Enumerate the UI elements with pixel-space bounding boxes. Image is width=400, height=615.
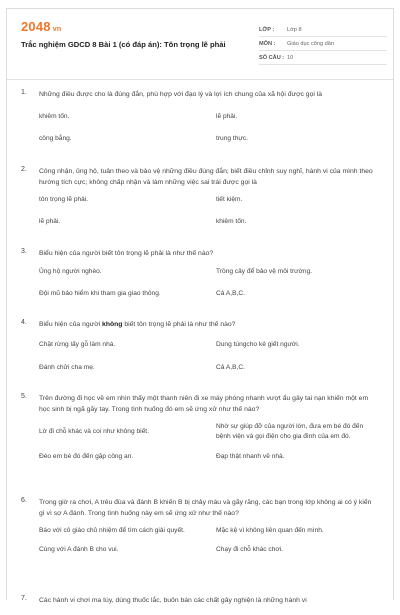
answer-option-b[interactable]: tiết kiệm. bbox=[216, 196, 243, 203]
document-title: Trắc nghiệm GDCD 8 Bài 1 (có đáp án): Tôn trọng lẽ phải bbox=[21, 40, 226, 49]
question-number: 3. bbox=[21, 248, 27, 255]
meta-table bbox=[259, 23, 387, 65]
meta-row-class bbox=[259, 23, 387, 37]
answer-option-c[interactable]: Cùng với A đánh B cho vui. bbox=[39, 546, 119, 553]
question-text-after: biết tôn trọng lẽ phải là như thế nào? bbox=[122, 321, 236, 328]
answer-option-a[interactable]: Ủng hộ người nghèo. bbox=[39, 268, 102, 275]
answer-options bbox=[39, 267, 381, 299]
answer-option-d[interactable]: khiêm tốn. bbox=[216, 218, 247, 225]
question-number: 7. bbox=[21, 595, 27, 602]
question-text: Trong giờ ra chơi, A trêu đùa và đánh B khiến B bị chảy máu và gãy răng, các bạn trong lớp không ai có ý kiến gì vì sợ A đánh. Trong tình huống này em sẽ ứng xử như thế nào? bbox=[39, 499, 372, 517]
question-5 bbox=[7, 393, 393, 497]
question-text-before: Biểu hiện của người bbox=[39, 321, 103, 328]
question-number: 5. bbox=[21, 393, 27, 400]
meta-row-subject bbox=[259, 37, 387, 51]
header-divider bbox=[7, 79, 393, 80]
answer-option-c[interactable]: lẽ phải. bbox=[39, 218, 61, 225]
answer-option-d[interactable]: trung thực. bbox=[216, 135, 248, 142]
answer-option-d[interactable]: Cả A,B,C. bbox=[216, 364, 245, 371]
question-number: 2. bbox=[21, 166, 27, 173]
meta-key: LỚP : bbox=[259, 26, 275, 33]
answer-option-c[interactable]: Đánh chửi cha mẹ. bbox=[39, 364, 95, 371]
answer-option-c[interactable]: công bằng. bbox=[39, 135, 72, 142]
meta-key: SỐ CÂU : bbox=[259, 54, 285, 61]
document-header bbox=[7, 9, 393, 69]
question-list bbox=[7, 89, 393, 615]
site-logo[interactable] bbox=[21, 19, 61, 34]
question-text: Công nhận, ủng hộ, tuân theo và bảo vệ những điều đúng đắn; biết điều chỉnh suy nghĩ, hành vi của mình theo hướng tích cực; không chấp nhận và làm những việc sai trái được gọi là bbox=[39, 168, 373, 186]
meta-value: Lớp 8 bbox=[287, 26, 302, 33]
answer-option-c[interactable]: Đèo em bé đó đến gặp công an. bbox=[39, 453, 134, 460]
question-text: Trên đường đi học về em nhìn thấy một thanh niên đi xe máy phóng nhanh vượt ẩu gây tai nạn khiến một em học sinh bị ngã gãy tay. Trong tình huống đó em sẽ ứng xử như thế nào? bbox=[39, 395, 369, 413]
answer-options bbox=[39, 422, 381, 462]
question-number: 6. bbox=[21, 497, 27, 504]
answer-option-d[interactable]: Đạp thật nhanh về nhà. bbox=[216, 453, 285, 460]
answer-option-b[interactable]: lẽ phải. bbox=[216, 113, 238, 120]
question-7 bbox=[7, 595, 393, 615]
document-page bbox=[6, 8, 394, 604]
answer-option-d[interactable]: Cả A,B,C. bbox=[216, 290, 245, 297]
question-text bbox=[39, 319, 377, 330]
question-6 bbox=[7, 497, 393, 595]
answer-option-a[interactable]: tôn trọng lẽ phải. bbox=[39, 196, 89, 203]
answer-option-b[interactable]: Mặc kệ vì không liên quan đến mình. bbox=[216, 527, 324, 534]
question-4 bbox=[7, 319, 393, 393]
meta-row-count bbox=[259, 51, 387, 65]
logo-text: 2048 bbox=[21, 19, 51, 34]
meta-value: 10 bbox=[287, 54, 294, 61]
meta-key: MÔN : bbox=[259, 40, 276, 47]
meta-value: Giáo dục công dân bbox=[287, 40, 334, 47]
answer-option-a[interactable]: khiêm tốn. bbox=[39, 113, 70, 120]
answer-option-d[interactable]: Chạy đi chỗ khác chơi. bbox=[216, 546, 283, 553]
answer-option-b[interactable]: Nhờ sự giúp đỡ của người lớn, đưa em bé đó đến bệnh viện và gọi điện cho gia đình của em đó. bbox=[216, 423, 364, 440]
question-text: Các hành vi chơi ma túy, dùng thuốc lắc, buôn bán các chất gây nghiện là những hành vi bbox=[39, 597, 307, 604]
answer-option-a[interactable]: Lờ đi chỗ khác và coi như không biết. bbox=[39, 428, 149, 435]
answer-options bbox=[39, 112, 381, 144]
answer-option-b[interactable]: Dung túngcho kẻ giết người. bbox=[216, 341, 300, 348]
answer-options bbox=[39, 526, 381, 555]
answer-option-b[interactable]: Trồng cây để bảo vệ môi trường. bbox=[216, 268, 313, 275]
answer-option-a[interactable]: Chặt rừng lấy gỗ làm nhà. bbox=[39, 341, 116, 348]
question-text-emphasis: không bbox=[102, 321, 123, 328]
question-2 bbox=[7, 166, 393, 248]
answer-options bbox=[39, 195, 381, 227]
question-text: Biểu hiện của người biết tôn trọng lẽ phải là như thế nào? bbox=[39, 250, 214, 257]
question-number: 4. bbox=[21, 319, 27, 326]
answer-option-c[interactable]: Đội mũ bảo hiểm khi tham gia giao thông. bbox=[39, 290, 161, 297]
question-3 bbox=[7, 248, 393, 319]
answer-option-a[interactable]: Báo với cô giáo chủ nhiệm để tìm cách giải quyết. bbox=[39, 527, 185, 534]
question-1 bbox=[7, 89, 393, 166]
question-number: 1. bbox=[21, 89, 27, 96]
question-text: Những điều được cho là đúng đắn, phù hợp với đạo lý và lợi ích chung của xã hội được gọi là bbox=[39, 91, 323, 98]
logo-suffix: vn bbox=[52, 26, 62, 33]
answer-options bbox=[39, 340, 381, 373]
